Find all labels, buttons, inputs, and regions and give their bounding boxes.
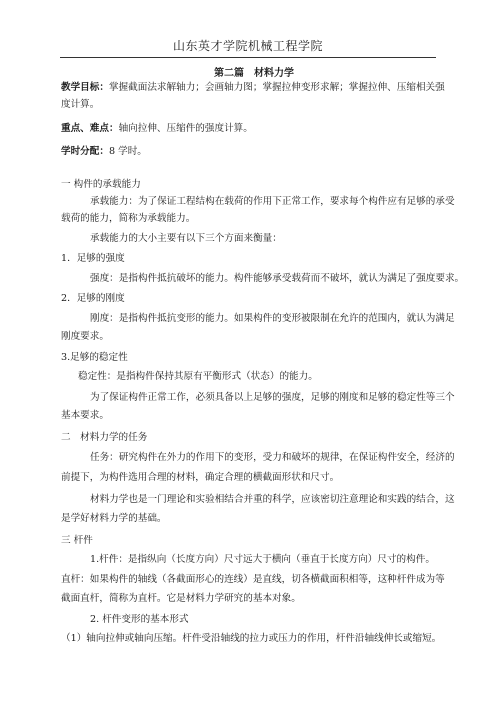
time-allocation: [61, 145, 147, 158]
s1-item-3-text: 稳定性：是指构件保持其原有平衡形式（状态）的能力。: [78, 371, 318, 382]
s3-paragraph-1a: 直杆：如果构件的轴线（各截面形心的连线）是直线，切各横截面积相等，这种杆件成为等: [61, 574, 445, 585]
s2-paragraph-1b: 前提下，为构件选用合理的材料，确定合理的横截面形状和尺寸。: [61, 472, 340, 483]
section-3-heading: 三 杆件: [61, 535, 93, 546]
key-points-text: 轴向拉伸、压缩件的强度计算。: [118, 123, 253, 134]
s2-paragraph-1a: 任务：研究构件在外力的作用下的变形，受力和破坏的规律，在保证构件安全，经济的: [90, 452, 455, 463]
s1-paragraph-2: 承载能力的大小主要有以下三个方面来衡量：: [90, 233, 282, 244]
key-points-label: 重点、难点：: [61, 123, 119, 134]
s1-paragraph-3b: 基本要求。: [61, 410, 109, 421]
teaching-goal-label: 教学目标：: [61, 82, 109, 93]
s2-paragraph-2a: 材料力学也是一门理论和实验相结合并重的科学，应该密切注意理论和实践的结合，这: [90, 494, 455, 505]
time-allocation-label: 学时分配：: [61, 146, 109, 157]
s3-item-1: 1.杆件：是指纵向（长度方向）尺寸远大于横向（垂直于长度方向）尺寸的构件。: [90, 554, 435, 565]
s1-item-2-text-b: 刚度要求。: [61, 331, 109, 342]
s1-item-1-text: 强度：是指构件抵抗破坏的能力。构件能够承受载荷而不破坏，就认为满足了强度要求。: [90, 273, 465, 284]
s1-paragraph-1b: 载荷的能力，简称为承载能力。: [61, 213, 196, 224]
s3-paragraph-1b: 截面直杆，简称为直杆。它是材料力学研究的基本对象。: [61, 593, 301, 604]
s3-item-2-text: （1）轴向拉伸或轴向压缩。杆件受沿轴线的拉力或压力的作用，杆件沿轴线伸长或缩短。: [61, 633, 442, 644]
s1-item-3: 3.足够的稳定性: [61, 352, 128, 363]
chapter-title: 第二篇 材料力学: [214, 68, 294, 79]
s1-item-1: 1．足够的强度: [61, 253, 125, 264]
page-header-title: 山东英才学院机械工程学院: [172, 39, 323, 53]
teaching-goal: [61, 81, 445, 94]
s1-paragraph-1a: 承载能力：为了保证工程结构在载荷的作用下正常工作，要求每个构件应有足够的承受: [90, 196, 455, 207]
teaching-goal-text: 掌握截面法求解轴力；会画轴力图；掌握拉伸变形求解；掌握拉伸、压缩相关强: [108, 82, 445, 93]
time-allocation-text: 8 学时。: [108, 146, 147, 157]
section-2-heading: 二 材料力学的任务: [61, 432, 148, 443]
key-points: [61, 122, 253, 135]
s1-item-2-text-a: 刚度：是指构件抵抗变形的能力。如果构件的变形被限制在允许的范围内，就认为满足: [90, 313, 455, 324]
s1-paragraph-3a: 为了保证构件正常工作，必须具备以上足够的强度，足够的刚度和足够的稳定性等三个: [90, 392, 455, 403]
header-divider: [60, 57, 436, 58]
section-1-heading: 一 构件的承载能力: [61, 179, 141, 190]
s2-paragraph-2b: 是学好材料力学的基础。: [61, 513, 167, 524]
teaching-goal-cont: 度计算。: [61, 99, 100, 110]
s1-item-2: 2．足够的刚度: [61, 293, 125, 304]
s3-item-2: 2. 杆件变形的基本形式: [90, 614, 189, 625]
